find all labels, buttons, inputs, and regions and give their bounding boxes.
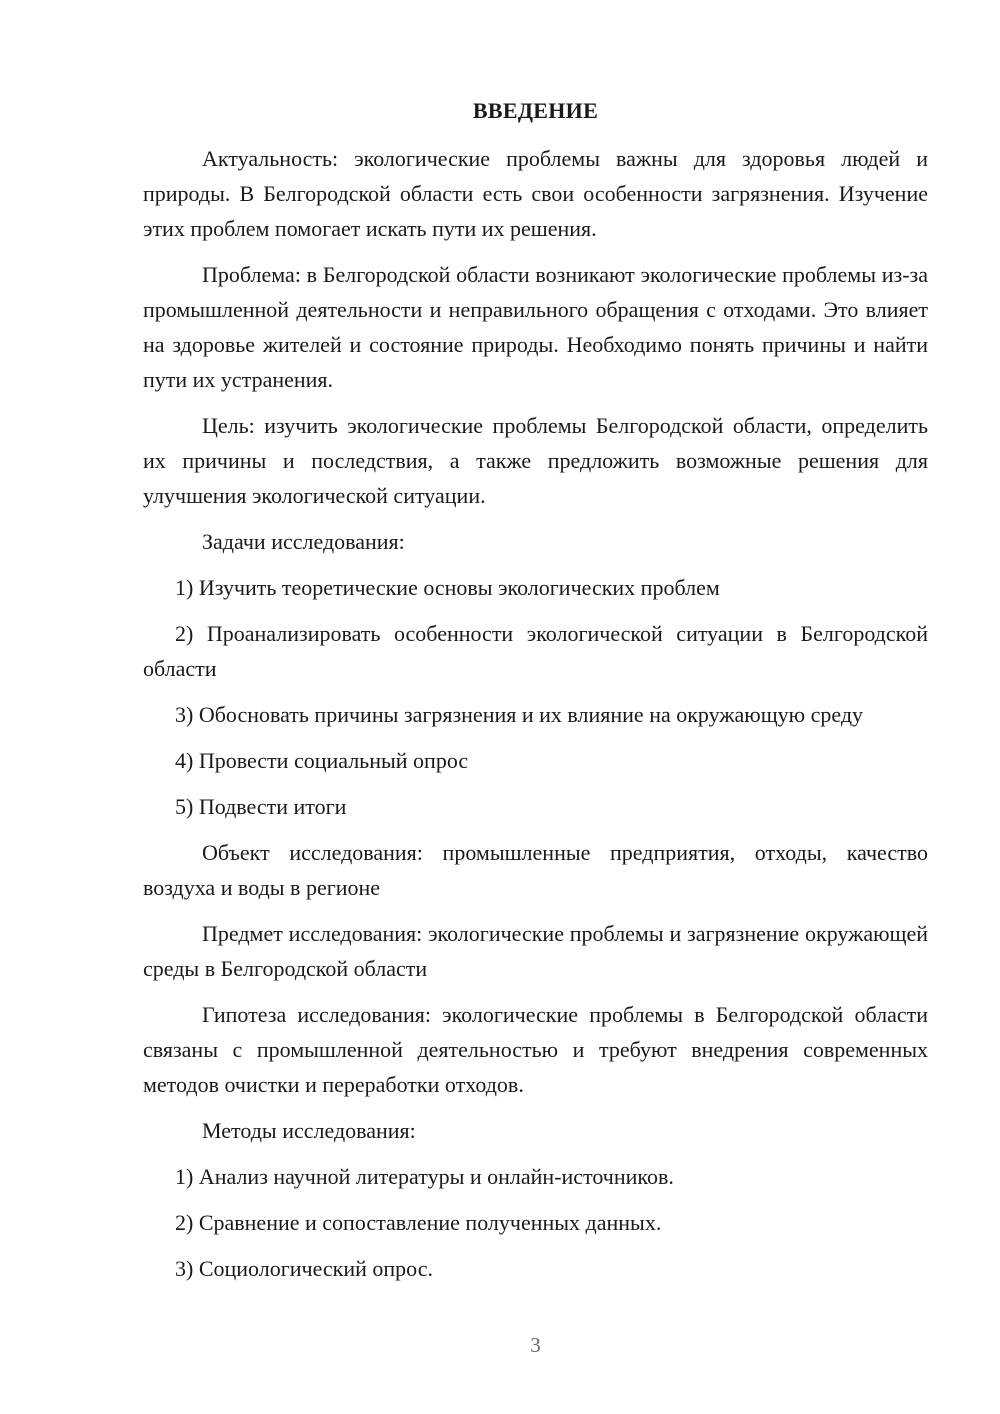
paragraph-object: Объект исследования: промышленные предприятия, отходы, качество воздуха и воды в регионе <box>143 840 928 900</box>
task-list-item: 3) Обосновать причины загрязнения и их влияние на окружающую среду <box>175 702 864 727</box>
method-list-item: 3) Социологический опрос. <box>175 1256 433 1281</box>
paragraph-relevance: Актуальность: экологические проблемы важны для здоровья людей и природы. В Белгородской области есть свои особенности загрязнения. Изучение этих проблем помогает искать пути их решения. <box>143 146 928 241</box>
section-heading: ВВЕДЕНИЕ <box>472 98 599 123</box>
paragraph-methods-heading: Методы исследования: <box>202 1118 416 1143</box>
body-text <box>143 141 928 1297</box>
task-list-item: 4) Провести социальный опрос <box>175 748 469 773</box>
paragraph-goal: Цель: изучить экологические проблемы Белгородской области, определить их причины и последствия, а также предложить возможные решения для улучшения экологической ситуации. <box>143 413 928 508</box>
method-list-item: 2) Сравнение и сопоставление полученных данных. <box>175 1210 662 1235</box>
task-list-item: 2) Проанализировать особенности экологической ситуации в Белгородской области <box>143 621 928 681</box>
paragraph-problem: Проблема: в Белгородской области возникают экологические проблемы из-за промышленной деятельности и неправильного обращения с отходами. Это влияет на здоровье жителей и состояние природы. Необходимо понять причины и найти пути их устранения. <box>143 262 928 392</box>
method-list-item: 1) Анализ научной литературы и онлайн-источников. <box>175 1164 674 1189</box>
page-number: 3 <box>530 1333 541 1357</box>
paragraph-hypothesis: Гипотеза исследования: экологические проблемы в Белгородской области связаны с промышленной деятельностью и требуют внедрения современных методов очистки и переработки отходов. <box>143 1002 928 1097</box>
paragraph-subject: Предмет исследования: экологические проблемы и загрязнение окружающей среды в Белгородской области <box>143 921 928 981</box>
paragraph-tasks-heading: Задачи исследования: <box>202 529 405 554</box>
task-list-item: 1) Изучить теоретические основы экологических проблем <box>175 575 720 600</box>
task-list-item: 5) Подвести итоги <box>175 794 347 819</box>
document-page <box>143 0 928 1414</box>
